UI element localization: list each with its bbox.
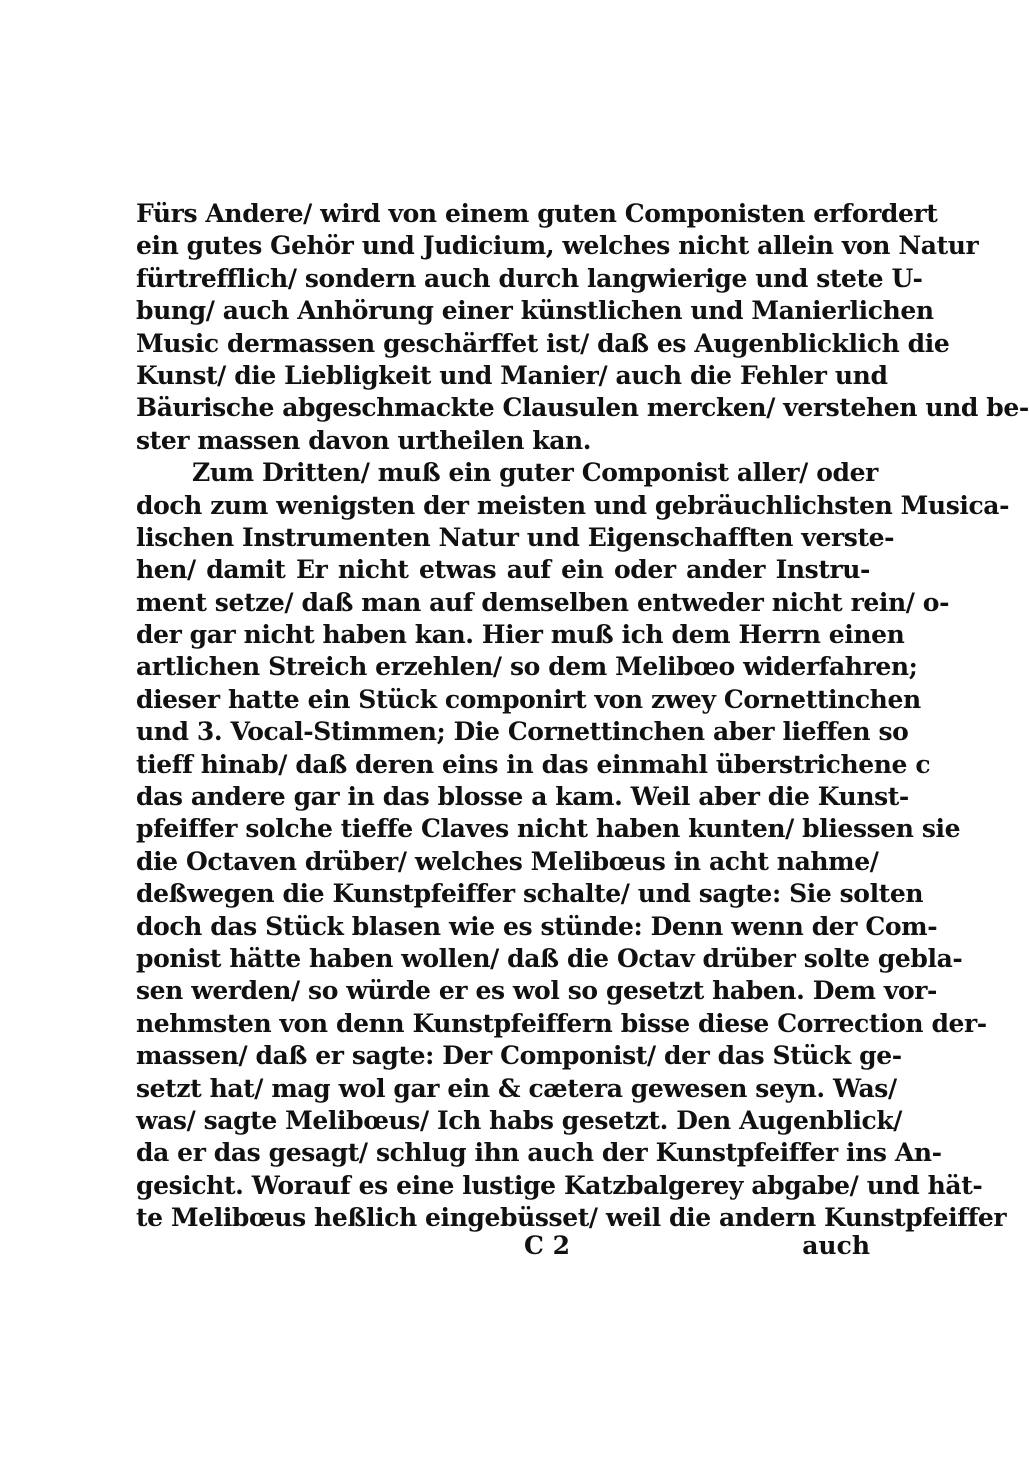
text-line: Bäurische abgeschmackte Clausulen mercken/ verstehen und be- xyxy=(136,393,1029,423)
text-line: pfeiffer solche tieffe Claves nicht haben kunten/ bliessen sie xyxy=(136,814,961,844)
text-line: ment setze/ daß man auf demselben entweder nicht rein/ o- xyxy=(136,587,950,617)
text-line: lischen Instrumenten Natur und Eigenschafften verste- xyxy=(136,522,895,552)
text-line: ein gutes Gehör und Judicium, welches nicht allein von Natur xyxy=(136,231,979,261)
text-line: bung/ auch Anhörung einer künstlichen und Manierlichen xyxy=(136,296,934,326)
text-line: da er das gesagt/ schlug ihn auch der Kunstpfeiffer ins An- xyxy=(136,1138,942,1168)
text-line: sen werden/ so würde er es wol so gesetzt haben. Dem vor- xyxy=(136,976,937,1006)
text-line: ponist hätte haben wollen/ daß die Octav drüber solte gebla- xyxy=(136,943,963,973)
text-line: artlichen Streich erzehlen/ so dem Melibœo widerfahren; xyxy=(136,652,918,682)
text-line: gesicht. Worauf es eine lustige Katzbalgerey abgabe/ und hät- xyxy=(136,1170,983,1200)
text-line: dieser hatte ein Stück componirt von zwey Cornettinchen xyxy=(136,684,921,714)
text-line: doch zum wenigsten der meisten und gebräuchlichsten Musica- xyxy=(136,490,1010,520)
text-line: und 3. Vocal-Stimmen; Die Cornettinchen aber lieffen so xyxy=(136,717,909,747)
text-line: nehmsten von denn Kunstpfeiffern bisse diese Correction der- xyxy=(136,1008,987,1038)
text-line: der gar nicht haben kan. Hier muß ich dem Herrn einen xyxy=(136,620,905,650)
text-line: te Melibœus heßlich eingebüsset/ weil die andern Kunstpfeiffer xyxy=(136,1203,1007,1233)
signature-mark: C 2 xyxy=(524,1231,570,1260)
text-line: Fürs Andere/ wird von einem guten Componisten erfordert xyxy=(136,199,938,228)
page-footer xyxy=(136,1228,870,1264)
text-line: das andere gar in das blosse a kam. Weil aber die Kunst- xyxy=(136,782,909,812)
text-line: Zum Dritten/ muß ein guter Componist aller/ oder xyxy=(192,458,878,488)
text-line: die Octaven drüber/ welches Melibœus in acht nahme/ xyxy=(136,846,879,876)
text-line: deßwegen die Kunstpfeiffer schalte/ und sagte: Sie solten xyxy=(136,879,924,909)
text-line: hen/ damit Er nicht etwas auf ein oder ander Instru- xyxy=(136,555,870,585)
text-line: Music dermassen geschärffet ist/ daß es Augenblicklich die xyxy=(136,328,950,358)
text-line: doch das Stück blasen wie es stünde: Denn wenn der Com- xyxy=(136,911,938,941)
text-line: setzt hat/ mag wol gar ein & cætera gewesen seyn. Was/ xyxy=(136,1073,897,1103)
text-line: massen/ daß er sagte: Der Componist/ der das Stück ge- xyxy=(136,1041,902,1071)
catchword: auch xyxy=(802,1231,870,1260)
text-line: tieff hinab/ daß deren eins in das einmahl überstrichene c xyxy=(136,749,931,779)
text-line: fürtrefflich/ sondern auch durch langwierige und stete U- xyxy=(136,263,923,293)
text-line: was/ sagte Melibœus/ Ich habs gesetzt. Den Augenblick/ xyxy=(136,1105,903,1135)
text-line: Kunst/ die Liebligkeit und Manier/ auch die Fehler und xyxy=(136,360,888,390)
body-text xyxy=(136,198,1029,1235)
text-line: ster massen davon urtheilen kan. xyxy=(136,425,592,455)
